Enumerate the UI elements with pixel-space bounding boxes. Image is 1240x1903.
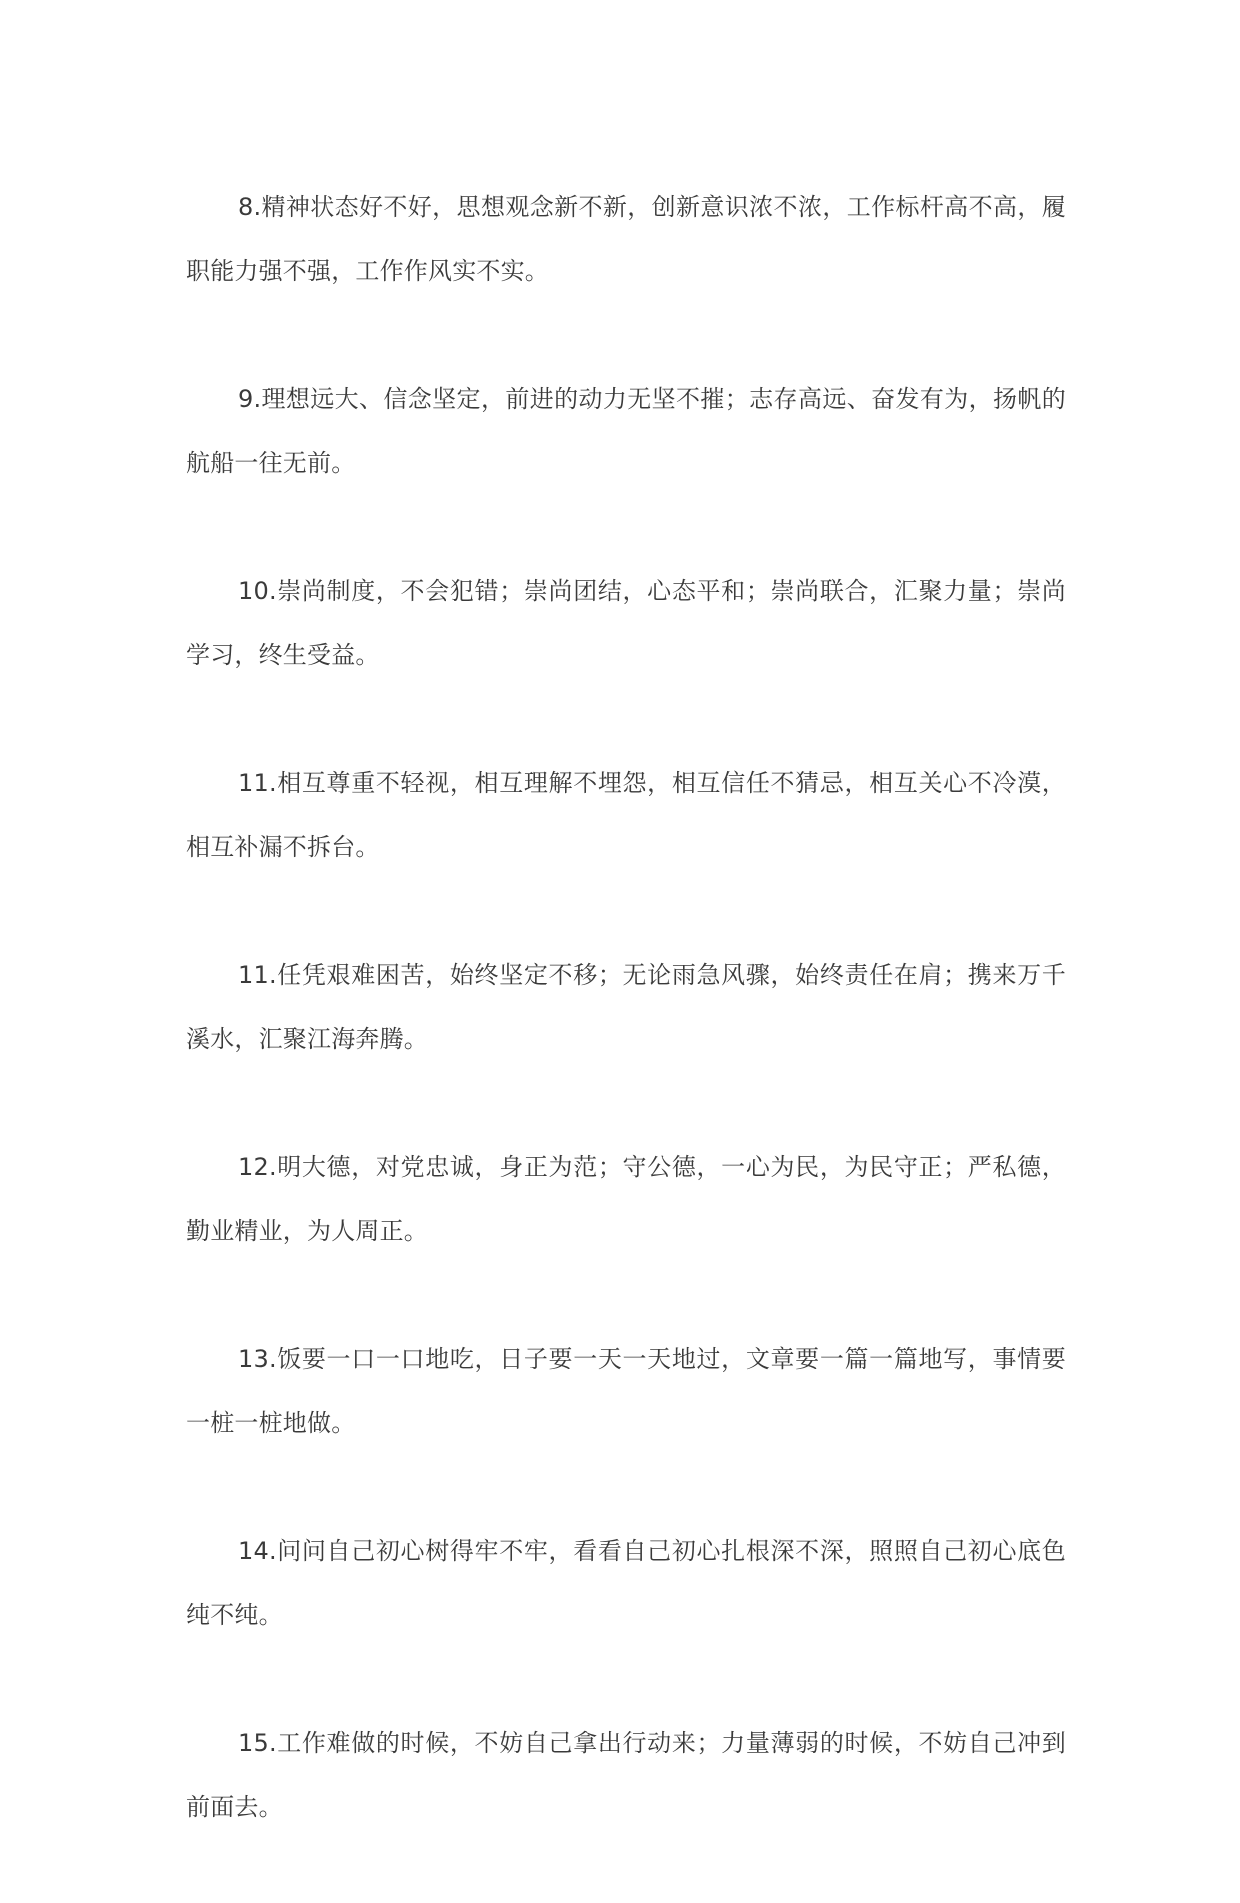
- paragraph-item: 12.明大德，对党忠诚，身正为范；守公德，一心为民，为民守正；严私德，勤业精业，为人周正。: [186, 1153, 1066, 1245]
- paragraph-item: 8.精神状态好不好，思想观念新不新，创新意识浓不浓，工作标杆高不高，履职能力强不强，工作作风实不实。: [186, 193, 1066, 285]
- paragraph-item: 11.相互尊重不轻视，相互理解不埋怨，相互信任不猜忌，相互关心不冷漠，相互补漏不拆台。: [186, 769, 1066, 861]
- paragraph-list: [186, 175, 1066, 1903]
- paragraph-item: 9.理想远大、信念坚定，前进的动力无坚不摧；志存高远、奋发有为，扬帆的航船一往无前。: [186, 385, 1066, 477]
- paragraph-item: 13.饭要一口一口地吃，日子要一天一天地过，文章要一篇一篇地写，事情要一桩一桩地做。: [186, 1345, 1066, 1437]
- paragraph-item: 15.工作难做的时候，不妨自己拿出行动来；力量薄弱的时候，不妨自己冲到前面去。: [186, 1729, 1066, 1821]
- paragraph-item: 14.问问自己初心树得牢不牢，看看自己初心扎根深不深，照照自己初心底色纯不纯。: [186, 1537, 1066, 1629]
- paragraph-item: 11.任凭艰难困苦，始终坚定不移；无论雨急风骤，始终责任在肩；携来万千溪水，汇聚江海奔腾。: [186, 961, 1066, 1053]
- paragraph-item: 10.崇尚制度，不会犯错；崇尚团结，心态平和；崇尚联合，汇聚力量；崇尚学习，终生受益。: [186, 577, 1066, 669]
